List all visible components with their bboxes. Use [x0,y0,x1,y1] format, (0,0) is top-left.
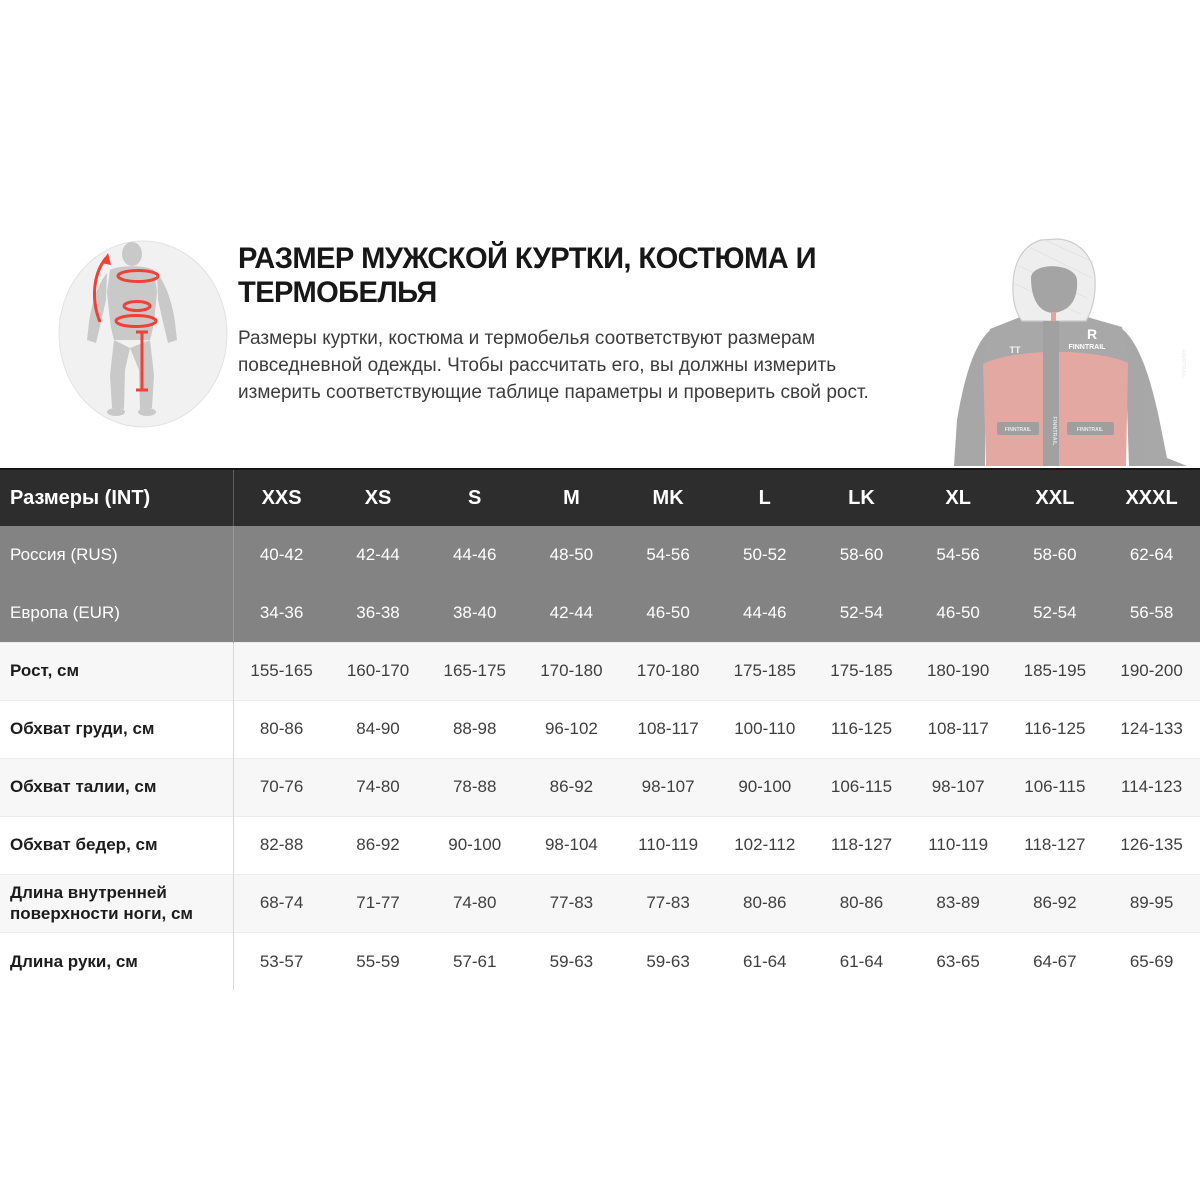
table-row [0,584,1200,642]
size-value-cell: 106-115 [1007,758,1104,816]
size-chart-section [0,468,1200,990]
size-value-cell: 89-95 [1103,874,1200,932]
size-value-cell: 80-86 [813,874,910,932]
size-value-cell: 46-50 [646,603,690,623]
size-value-cell: 34-36 [259,603,304,623]
size-value-cell: 84-90 [330,700,427,758]
size-column-header: L [758,486,771,509]
intro-text-block [238,242,950,406]
size-value-cell: 116-125 [813,700,910,758]
size-value-cell: 108-117 [910,700,1007,758]
size-value-cell: 40-42 [259,545,304,565]
size-value-cell: 190-200 [1103,642,1200,700]
size-value-cell: 59-63 [620,932,717,990]
size-value-cell: 38-40 [452,603,497,623]
size-value-cell: 175-185 [716,642,813,700]
size-value-cell: 102-112 [716,816,813,874]
table-corner-label: Размеры (INT) [0,469,233,526]
jacket-logo-letter: R [1086,326,1098,342]
size-value-cell: 160-170 [330,642,427,700]
size-value-cell: 86-92 [523,758,620,816]
jacket-pocket-text-left: FINNTRAIL [1004,427,1032,433]
size-value-cell: 106-115 [813,758,910,816]
size-value-cell: 170-180 [620,642,717,700]
size-value-cell: 78-88 [426,758,523,816]
table-row [0,700,1200,758]
size-value-cell: 62-64 [1129,545,1174,565]
page-title-line-1: РАЗМЕР МУЖСКОЙ КУРТКИ, КОСТЮМА И [238,242,816,275]
size-value-cell: 44-46 [452,545,497,565]
size-value-cell: 71-77 [330,874,427,932]
page-title [238,242,950,310]
size-value-cell: 61-64 [813,932,910,990]
size-value-cell: 114-123 [1103,758,1200,816]
size-value-cell: 124-133 [1103,700,1200,758]
size-value-cell: 170-180 [523,642,620,700]
size-value-cell: 74-80 [330,758,427,816]
size-value-cell: 44-46 [743,603,787,623]
size-value-cell: 90-100 [716,758,813,816]
row-label: Длина руки, см [0,932,233,990]
size-value-cell: 98-107 [620,758,717,816]
table-header-row [0,469,1200,526]
size-column-header: XXS [261,486,302,509]
size-value-cell: 52-54 [839,603,884,623]
size-value-cell: 180-190 [910,642,1007,700]
size-value-cell: 126-135 [1103,816,1200,874]
size-value-cell: 36-38 [356,603,400,623]
size-column-header: LK [848,486,875,509]
size-value-cell: 155-165 [233,642,330,700]
size-value-cell: 116-125 [1007,700,1104,758]
size-column-header: XXL [1035,486,1075,509]
size-value-cell: 58-60 [839,545,884,565]
size-value-cell: 110-119 [620,816,717,874]
table-row [0,816,1200,874]
jacket-image [935,236,1200,468]
size-value-cell: 77-83 [620,874,717,932]
size-value-cell: 88-98 [426,700,523,758]
size-value-cell: 98-107 [910,758,1007,816]
page-title-line-2: ТЕРМОБЕЛЬЯ [238,276,437,309]
size-value-cell: 80-86 [233,700,330,758]
size-value-cell: 165-175 [426,642,523,700]
size-value-cell: 64-67 [1007,932,1104,990]
size-value-cell: 55-59 [330,932,427,990]
size-value-cell: 83-89 [910,874,1007,932]
size-value-cell: 46-50 [936,603,980,623]
size-guide-intro [0,0,1200,468]
body-measurement-icon [58,240,228,428]
size-value-cell: 96-102 [523,700,620,758]
size-table-body [0,526,1200,990]
size-value-cell: 185-195 [1007,642,1104,700]
jacket-sleeve-text: FINNTRAIL [1180,349,1186,379]
size-value-cell: 175-185 [813,642,910,700]
size-column-header: XXXL [1125,486,1178,509]
size-column-header: M [563,486,580,509]
size-value-cell: 61-64 [716,932,813,990]
size-value-cell: 48-50 [549,545,594,565]
size-value-cell: 59-63 [523,932,620,990]
size-value-cell: 57-61 [426,932,523,990]
size-value-cell: 86-92 [1007,874,1104,932]
jacket-placket-text: FINNTRAIL [1051,416,1057,446]
size-value-cell: 54-56 [646,545,690,565]
table-row [0,642,1200,700]
row-label: Европа (EUR) [0,584,233,642]
size-value-cell: 110-119 [910,816,1007,874]
size-value-cell: 74-80 [426,874,523,932]
jacket-brand-text: FINNTRAIL [1068,344,1106,351]
size-table-head [0,469,1200,526]
size-value-cell: 42-44 [356,545,400,565]
size-column-header: XS [364,486,392,509]
size-value-cell: 68-74 [233,874,330,932]
table-row [0,526,1200,584]
size-value-cell: 65-69 [1103,932,1200,990]
table-row [0,758,1200,816]
size-value-cell: 56-58 [1129,603,1174,623]
size-value-cell: 118-127 [813,816,910,874]
size-value-cell: 50-52 [743,545,787,565]
size-value-cell: 118-127 [1007,816,1104,874]
size-column-header: MK [652,486,684,509]
jacket-chest-mark: TT [1009,345,1021,355]
row-label: Обхват талии, см [0,758,233,816]
size-column-header: S [468,486,482,509]
size-value-cell: 100-110 [716,700,813,758]
row-label: Длина внутренней поверхности ноги, см [0,874,233,932]
size-value-cell: 80-86 [716,874,813,932]
jacket-pocket-text-right: FINNTRAIL [1076,427,1104,433]
size-value-cell: 42-44 [549,603,594,623]
size-value-cell: 108-117 [620,700,717,758]
row-label: Россия (RUS) [0,526,233,584]
table-row [0,932,1200,990]
table-row [0,874,1200,932]
row-label: Обхват бедер, см [0,816,233,874]
intro-description: Размеры куртки, костюма и термобелья соответствуют размерам повседневной одежды. Чтобы рассчитать его, вы должны измерить измерить соответствующие таблице параметры и проверить свой рост. [238,328,869,403]
size-value-cell: 63-65 [910,932,1007,990]
size-column-header: XL [945,486,971,509]
size-chart-table [0,468,1200,990]
size-value-cell: 58-60 [1033,545,1077,565]
size-value-cell: 54-56 [936,545,980,565]
size-value-cell: 82-88 [233,816,330,874]
row-label: Обхват груди, см [0,700,233,758]
row-label: Рост, см [0,642,233,700]
size-value-cell: 70-76 [233,758,330,816]
size-value-cell: 52-54 [1033,603,1077,623]
size-value-cell: 53-57 [233,932,330,990]
size-value-cell: 86-92 [330,816,427,874]
size-value-cell: 90-100 [426,816,523,874]
size-value-cell: 98-104 [523,816,620,874]
size-value-cell: 77-83 [523,874,620,932]
